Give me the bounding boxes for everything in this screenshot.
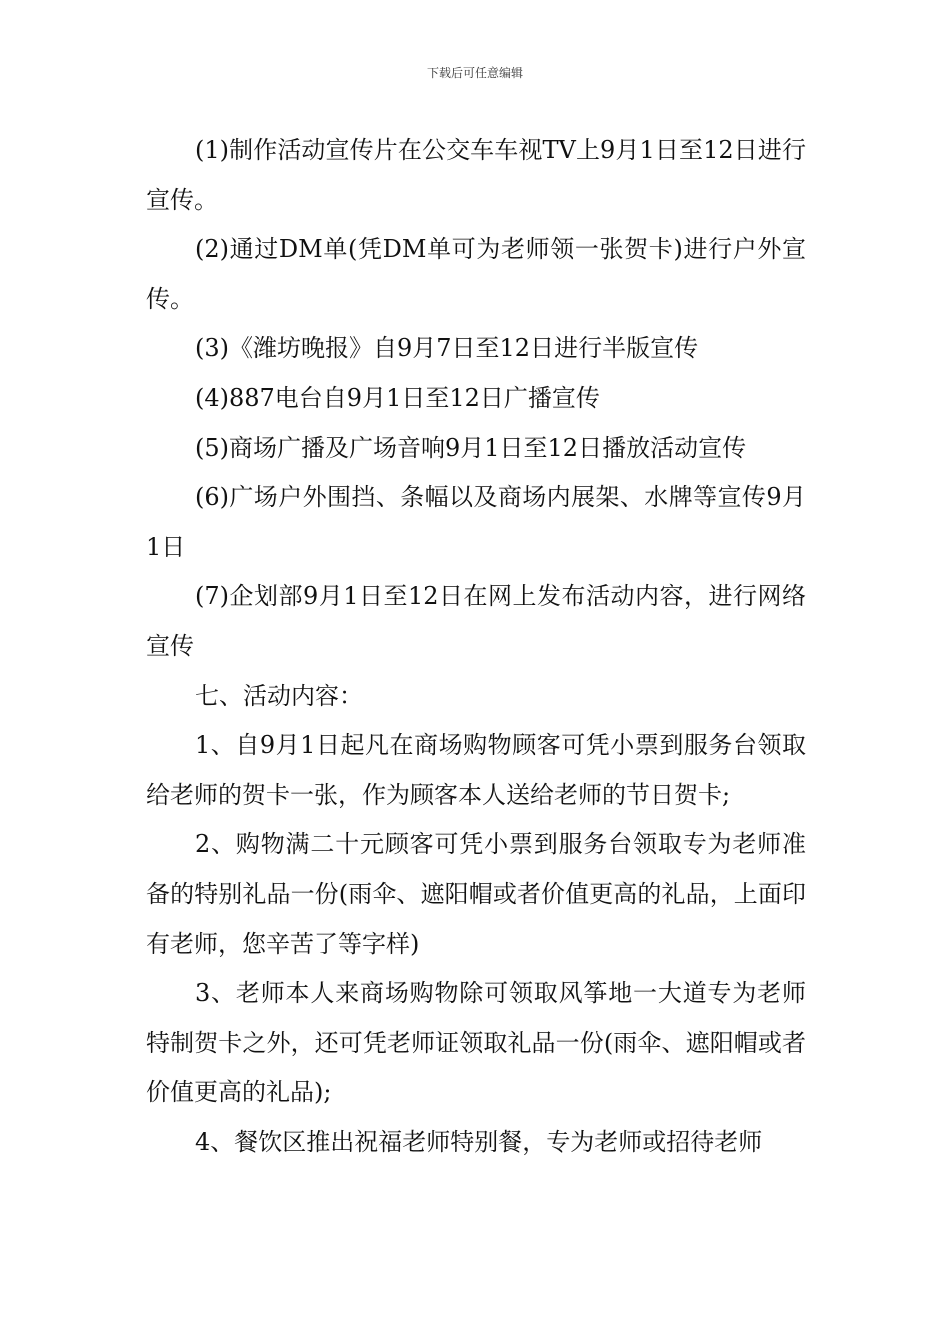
document-body bbox=[146, 126, 806, 1167]
paragraph-item-3: 3、老师本人来商场购物除可领取风筝地一大道专为老师特制贺卡之外，还可凭老师证领取礼品一份(雨伞、遮阳帽或者价值更高的礼品); bbox=[146, 979, 806, 1107]
paragraph-item-2: 2、购物满二十元顾客可凭小票到服务台领取专为老师准备的特别礼品一份(雨伞、遮阳帽或者价值更高的礼品，上面印有老师，您辛苦了等字样) bbox=[146, 830, 806, 958]
paragraph-1: (1)制作活动宣传片在公交车车视TV上9月1日至12日进行宣传。 bbox=[146, 136, 806, 214]
paragraph-item-4: 4、餐饮区推出祝福老师特别餐，专为老师或招待老师 bbox=[195, 1127, 763, 1156]
paragraph-7: (7)企划部9月1日至12日在网上发布活动内容，进行网络宣传 bbox=[146, 582, 806, 660]
paragraph-2: (2)通过DM单(凭DM单可为老师领一张贺卡)进行户外宣传。 bbox=[146, 235, 806, 313]
paragraph-item-1: 1、自9月1日起凡在商场购物顾客可凭小票到服务台领取给老师的贺卡一张，作为顾客本人送给老师的节日贺卡; bbox=[146, 731, 806, 809]
page-header: 下载后可任意编辑 bbox=[426, 66, 523, 80]
paragraph-6: (6)广场户外围挡、条幅以及商场内展架、水牌等宣传9月1日 bbox=[146, 483, 806, 561]
paragraph-3: (3)《潍坊晚报》自9月7日至12日进行半版宣传 bbox=[195, 334, 699, 363]
section-heading-activity-content: 七、活动内容： bbox=[195, 681, 363, 710]
paragraph-4: (4)887电台自9月1日至12日广播宣传 bbox=[195, 383, 600, 412]
paragraph-5: (5)商场广播及广场音响9月1日至12日播放活动宣传 bbox=[195, 433, 747, 462]
